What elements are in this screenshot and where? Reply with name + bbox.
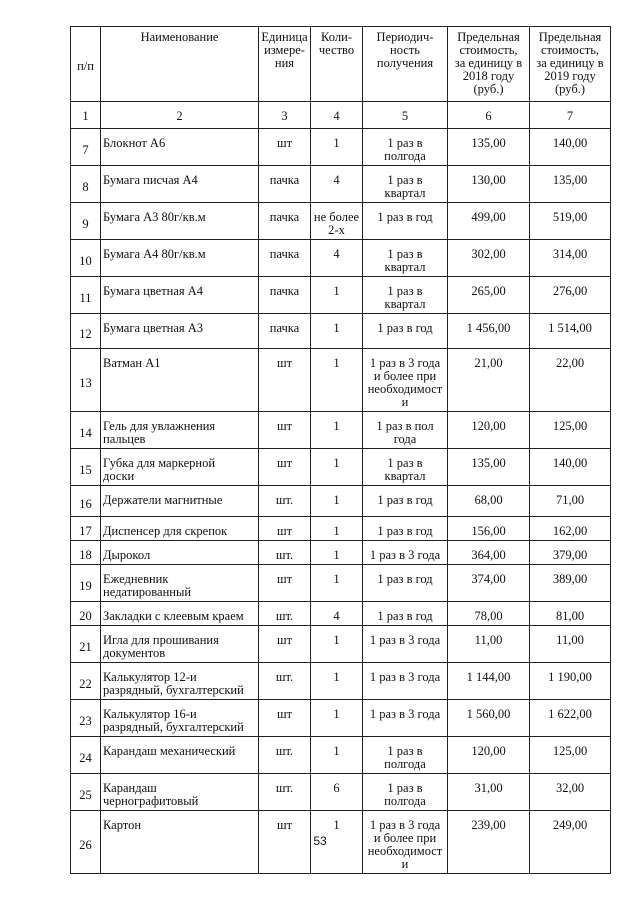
- period-cell: 1 раз в квартал: [363, 166, 448, 203]
- item-name-cell: Закладки с клеевым краем: [101, 602, 259, 626]
- price-2019-cell: 125,00: [530, 737, 611, 774]
- table-row: [71, 700, 611, 737]
- unit-cell: шт: [259, 412, 311, 449]
- quantity-cell: 1: [311, 412, 363, 449]
- price-2019-cell: 32,00: [530, 774, 611, 811]
- unit-cell: шт: [259, 449, 311, 486]
- item-name-cell: Калькулятор 16-и разрядный, бухгалтерский: [101, 700, 259, 737]
- price-2018-cell: 302,00: [448, 240, 530, 277]
- row-index-cell: 25: [71, 774, 101, 811]
- table-row: [71, 449, 611, 486]
- quantity-cell: 1: [311, 565, 363, 602]
- unit-cell: шт.: [259, 663, 311, 700]
- price-2019-cell: 140,00: [530, 129, 611, 166]
- quantity-cell: 1: [311, 626, 363, 663]
- header-name: Наименование: [101, 27, 259, 102]
- price-2019-cell: 11,00: [530, 626, 611, 663]
- period-cell: 1 раз в полгода: [363, 737, 448, 774]
- row-index-cell: 18: [71, 541, 101, 565]
- item-name-cell: Картон: [101, 811, 259, 874]
- row-index-cell: 7: [71, 129, 101, 166]
- price-2018-cell: 1 560,00: [448, 700, 530, 737]
- period-cell: 1 раз в квартал: [363, 240, 448, 277]
- column-number: 3: [259, 102, 311, 129]
- period-cell: 1 раз в год: [363, 486, 448, 517]
- unit-cell: шт.: [259, 774, 311, 811]
- row-index-cell: 24: [71, 737, 101, 774]
- quantity-cell: 6: [311, 774, 363, 811]
- row-index-cell: 13: [71, 349, 101, 412]
- price-2019-cell: 389,00: [530, 565, 611, 602]
- price-2018-cell: 364,00: [448, 541, 530, 565]
- table-row: [71, 166, 611, 203]
- quantity-cell: 1: [311, 663, 363, 700]
- price-2019-cell: 379,00: [530, 541, 611, 565]
- unit-cell: шт: [259, 129, 311, 166]
- price-2018-cell: 1 144,00: [448, 663, 530, 700]
- table-row: [71, 626, 611, 663]
- price-2018-cell: 156,00: [448, 517, 530, 541]
- quantity-cell: 1: [311, 277, 363, 314]
- price-2019-cell: 249,00: [530, 811, 611, 874]
- column-number: 4: [311, 102, 363, 129]
- price-2019-cell: 276,00: [530, 277, 611, 314]
- unit-cell: шт: [259, 517, 311, 541]
- period-cell: 1 раз в 3 года и более при необходимост и: [363, 349, 448, 412]
- price-2018-cell: 68,00: [448, 486, 530, 517]
- table-row: [71, 602, 611, 626]
- header-price-2018: Предельная стоимость, за единицу в 2018 году (руб.): [448, 27, 530, 102]
- price-2019-cell: 1 514,00: [530, 314, 611, 349]
- price-2018-cell: 239,00: [448, 811, 530, 874]
- header-unit: Единица измере- ния: [259, 27, 311, 102]
- period-cell: 1 раз в год: [363, 203, 448, 240]
- price-2018-cell: 21,00: [448, 349, 530, 412]
- price-2018-cell: 135,00: [448, 449, 530, 486]
- item-name-cell: Карандаш чернографитовый: [101, 774, 259, 811]
- table-row: [71, 774, 611, 811]
- period-cell: 1 раз в 3 года: [363, 541, 448, 565]
- unit-cell: шт.: [259, 602, 311, 626]
- column-number: 5: [363, 102, 448, 129]
- period-cell: 1 раз в 3 года: [363, 663, 448, 700]
- period-cell: 1 раз в 3 года и более при необходимост и: [363, 811, 448, 874]
- header-price-2019: Предельная стоимость, за единицу в 2019 году (руб.): [530, 27, 611, 102]
- unit-cell: пачка: [259, 314, 311, 349]
- column-number: 6: [448, 102, 530, 129]
- supplies-table: [70, 26, 611, 874]
- price-2018-cell: 78,00: [448, 602, 530, 626]
- price-2019-cell: 135,00: [530, 166, 611, 203]
- period-cell: 1 раз в квартал: [363, 449, 448, 486]
- period-cell: 1 раз в год: [363, 565, 448, 602]
- row-index-cell: 26: [71, 811, 101, 874]
- unit-cell: пачка: [259, 166, 311, 203]
- period-cell: 1 раз в 3 года: [363, 626, 448, 663]
- row-index-cell: 17: [71, 517, 101, 541]
- header-index: п/п: [71, 27, 101, 102]
- table-row: [71, 412, 611, 449]
- unit-cell: шт.: [259, 486, 311, 517]
- item-name-cell: Калькулятор 12-и разрядный, бухгалтерский: [101, 663, 259, 700]
- unit-cell: шт.: [259, 737, 311, 774]
- table-row: [71, 565, 611, 602]
- quantity-cell: 1: [311, 811, 363, 874]
- table-row: [71, 277, 611, 314]
- column-number-row: [71, 102, 611, 129]
- item-name-cell: Бумага А4 80г/кв.м: [101, 240, 259, 277]
- unit-cell: пачка: [259, 203, 311, 240]
- quantity-cell: 1: [311, 737, 363, 774]
- row-index-cell: 12: [71, 314, 101, 349]
- quantity-cell: 1: [311, 349, 363, 412]
- period-cell: 1 раз в полгода: [363, 129, 448, 166]
- price-2018-cell: 11,00: [448, 626, 530, 663]
- document-sheet: [70, 26, 610, 874]
- header-period: Периодич- ность получения: [363, 27, 448, 102]
- item-name-cell: Бумага цветная А4: [101, 277, 259, 314]
- period-cell: 1 раз в год: [363, 602, 448, 626]
- header-row: [71, 27, 611, 102]
- table-row: [71, 203, 611, 240]
- row-index-cell: 15: [71, 449, 101, 486]
- column-number: 1: [71, 102, 101, 129]
- price-2018-cell: 135,00: [448, 129, 530, 166]
- item-name-cell: Бумага цветная А3: [101, 314, 259, 349]
- period-cell: 1 раз в квартал: [363, 277, 448, 314]
- row-index-cell: 11: [71, 277, 101, 314]
- quantity-cell: 1: [311, 486, 363, 517]
- quantity-cell: 4: [311, 602, 363, 626]
- price-2018-cell: 130,00: [448, 166, 530, 203]
- quantity-cell: 1: [311, 129, 363, 166]
- price-2019-cell: 140,00: [530, 449, 611, 486]
- row-index-cell: 20: [71, 602, 101, 626]
- column-number: 7: [530, 102, 611, 129]
- item-name-cell: Держатели магнитные: [101, 486, 259, 517]
- price-2019-cell: 1 190,00: [530, 663, 611, 700]
- price-2018-cell: 120,00: [448, 412, 530, 449]
- page-number: 53: [313, 834, 327, 848]
- price-2018-cell: 265,00: [448, 277, 530, 314]
- quantity-cell: 1: [311, 517, 363, 541]
- item-name-cell: Ежедневник недатированный: [101, 565, 259, 602]
- table-row: [71, 541, 611, 565]
- table-row: [71, 314, 611, 349]
- table-row: [71, 737, 611, 774]
- column-number: 2: [101, 102, 259, 129]
- price-2019-cell: 162,00: [530, 517, 611, 541]
- item-name-cell: Губка для маркерной доски: [101, 449, 259, 486]
- unit-cell: пачка: [259, 240, 311, 277]
- header-quantity: Коли- чество: [311, 27, 363, 102]
- period-cell: 1 раз в год: [363, 517, 448, 541]
- unit-cell: шт: [259, 700, 311, 737]
- quantity-cell: 1: [311, 541, 363, 565]
- quantity-cell: 1: [311, 700, 363, 737]
- table-row: [71, 486, 611, 517]
- quantity-cell: не более 2-х: [311, 203, 363, 240]
- price-2019-cell: 81,00: [530, 602, 611, 626]
- price-2018-cell: 31,00: [448, 774, 530, 811]
- item-name-cell: Бумага писчая А4: [101, 166, 259, 203]
- row-index-cell: 19: [71, 565, 101, 602]
- table-row: [71, 349, 611, 412]
- quantity-cell: 4: [311, 240, 363, 277]
- row-index-cell: 23: [71, 700, 101, 737]
- price-2019-cell: 314,00: [530, 240, 611, 277]
- row-index-cell: 14: [71, 412, 101, 449]
- row-index-cell: 10: [71, 240, 101, 277]
- period-cell: 1 раз в полгода: [363, 774, 448, 811]
- quantity-cell: 1: [311, 314, 363, 349]
- period-cell: 1 раз в пол года: [363, 412, 448, 449]
- item-name-cell: Дырокол: [101, 541, 259, 565]
- item-name-cell: Блокнот А6: [101, 129, 259, 166]
- price-2019-cell: 125,00: [530, 412, 611, 449]
- quantity-cell: 4: [311, 166, 363, 203]
- row-index-cell: 22: [71, 663, 101, 700]
- item-name-cell: Диспенсер для скрепок: [101, 517, 259, 541]
- unit-cell: шт: [259, 811, 311, 874]
- period-cell: 1 раз в 3 года: [363, 700, 448, 737]
- item-name-cell: Карандаш механический: [101, 737, 259, 774]
- unit-cell: шт: [259, 626, 311, 663]
- price-2018-cell: 1 456,00: [448, 314, 530, 349]
- price-2019-cell: 1 622,00: [530, 700, 611, 737]
- price-2018-cell: 374,00: [448, 565, 530, 602]
- item-name-cell: Бумага А3 80г/кв.м: [101, 203, 259, 240]
- table-row: [71, 663, 611, 700]
- item-name-cell: Гель для увлажнения пальцев: [101, 412, 259, 449]
- period-cell: 1 раз в год: [363, 314, 448, 349]
- unit-cell: шт.: [259, 541, 311, 565]
- price-2019-cell: 519,00: [530, 203, 611, 240]
- row-index-cell: 8: [71, 166, 101, 203]
- price-2019-cell: 22,00: [530, 349, 611, 412]
- row-index-cell: 16: [71, 486, 101, 517]
- price-2018-cell: 120,00: [448, 737, 530, 774]
- table-row: [71, 517, 611, 541]
- item-name-cell: Игла для прошивания документов: [101, 626, 259, 663]
- table-row: [71, 129, 611, 166]
- row-index-cell: 21: [71, 626, 101, 663]
- price-2019-cell: 71,00: [530, 486, 611, 517]
- row-index-cell: 9: [71, 203, 101, 240]
- quantity-cell: 1: [311, 449, 363, 486]
- table-row: [71, 240, 611, 277]
- price-2018-cell: 499,00: [448, 203, 530, 240]
- item-name-cell: Ватман А1: [101, 349, 259, 412]
- unit-cell: пачка: [259, 277, 311, 314]
- unit-cell: шт: [259, 349, 311, 412]
- table-body: [71, 129, 611, 874]
- unit-cell: шт: [259, 565, 311, 602]
